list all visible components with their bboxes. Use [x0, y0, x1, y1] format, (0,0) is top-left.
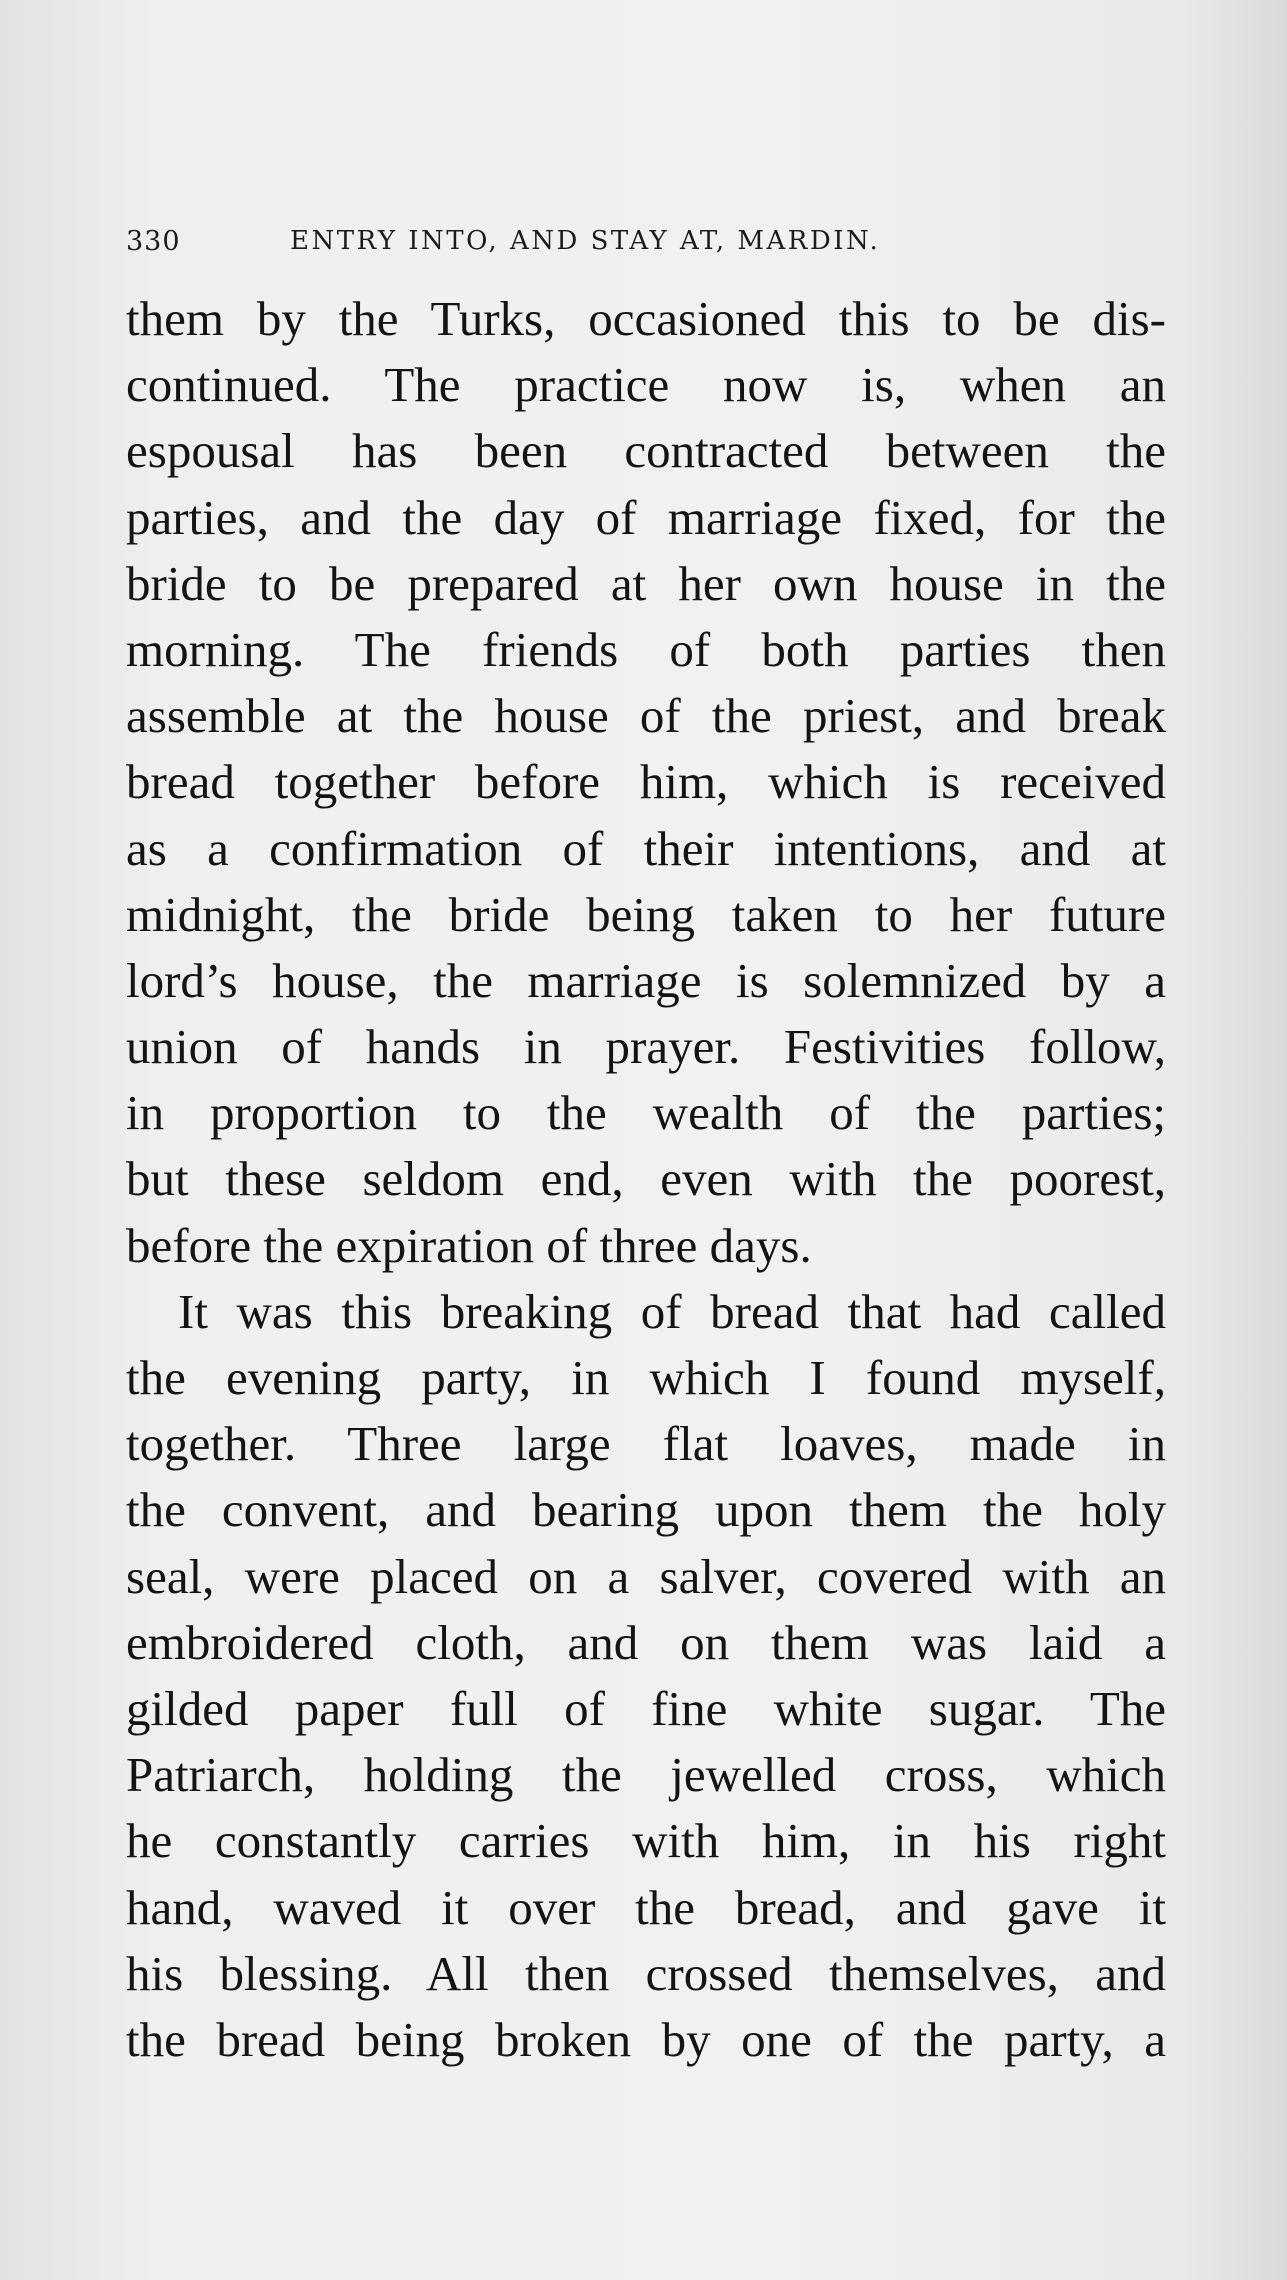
text-line: midnight, the bride being taken to her future	[126, 886, 1166, 942]
text-line: the evening party, in which I found myself,	[126, 1350, 1166, 1405]
text-line: seal, were placed on a salver, covered with an	[126, 1548, 1166, 1604]
text-line: morning. The friends of both parties then	[126, 621, 1166, 677]
text-line: continued. The practice now is, when an	[126, 357, 1166, 413]
text-line: bride to be prepared at her own house in the	[126, 555, 1166, 611]
text-line: in proportion to the wealth of the parties;	[126, 1085, 1166, 1141]
page-header	[126, 226, 1166, 266]
text-line: embroidered cloth, and on them was laid a	[126, 1614, 1166, 1670]
text-line: together. Three large flat loaves, made in	[126, 1416, 1166, 1472]
text-line: lord’s house, the marriage is solemnized by a	[126, 952, 1166, 1008]
text-line: Patriarch, holding the jewelled cross, which	[126, 1747, 1166, 1803]
text-line: he constantly carries with him, in his right	[126, 1813, 1166, 1869]
text-line: hand, waved it over the bread, and gave it	[126, 1879, 1166, 1935]
page-number: 330	[126, 226, 181, 257]
text-line: gilded paper full of fine white sugar. The	[126, 1680, 1166, 1736]
text-line: but these seldom end, even with the poorest,	[126, 1151, 1166, 1207]
body-text	[126, 286, 1166, 2073]
text-line: parties, and the day of marriage fixed, for the	[126, 489, 1166, 545]
text-line: assemble at the house of the priest, and break	[126, 688, 1166, 744]
text-line: the convent, and bearing upon them the holy	[126, 1482, 1166, 1538]
text-line: his blessing. All then crossed themselves, and	[126, 1945, 1166, 2001]
text-line: union of hands in prayer. Festivities follow,	[126, 1019, 1166, 1075]
text-line: bread together before him, which is received	[126, 754, 1166, 810]
text-line-paragraph-start: It was this breaking of bread that had called	[178, 1283, 1166, 1339]
text-line: the bread being broken by one of the party, a	[126, 2011, 1166, 2067]
running-head: ENTRY INTO, AND STAY AT, MARDIN.	[290, 226, 881, 256]
text-line: espousal has been contracted between the	[126, 423, 1166, 479]
text-line: as a confirmation of their intentions, and at	[126, 820, 1166, 876]
text-line-paragraph-end: before the expiration of three days.	[126, 1217, 812, 1273]
text-line: them by the Turks, occasioned this to be dis-	[126, 291, 1166, 346]
